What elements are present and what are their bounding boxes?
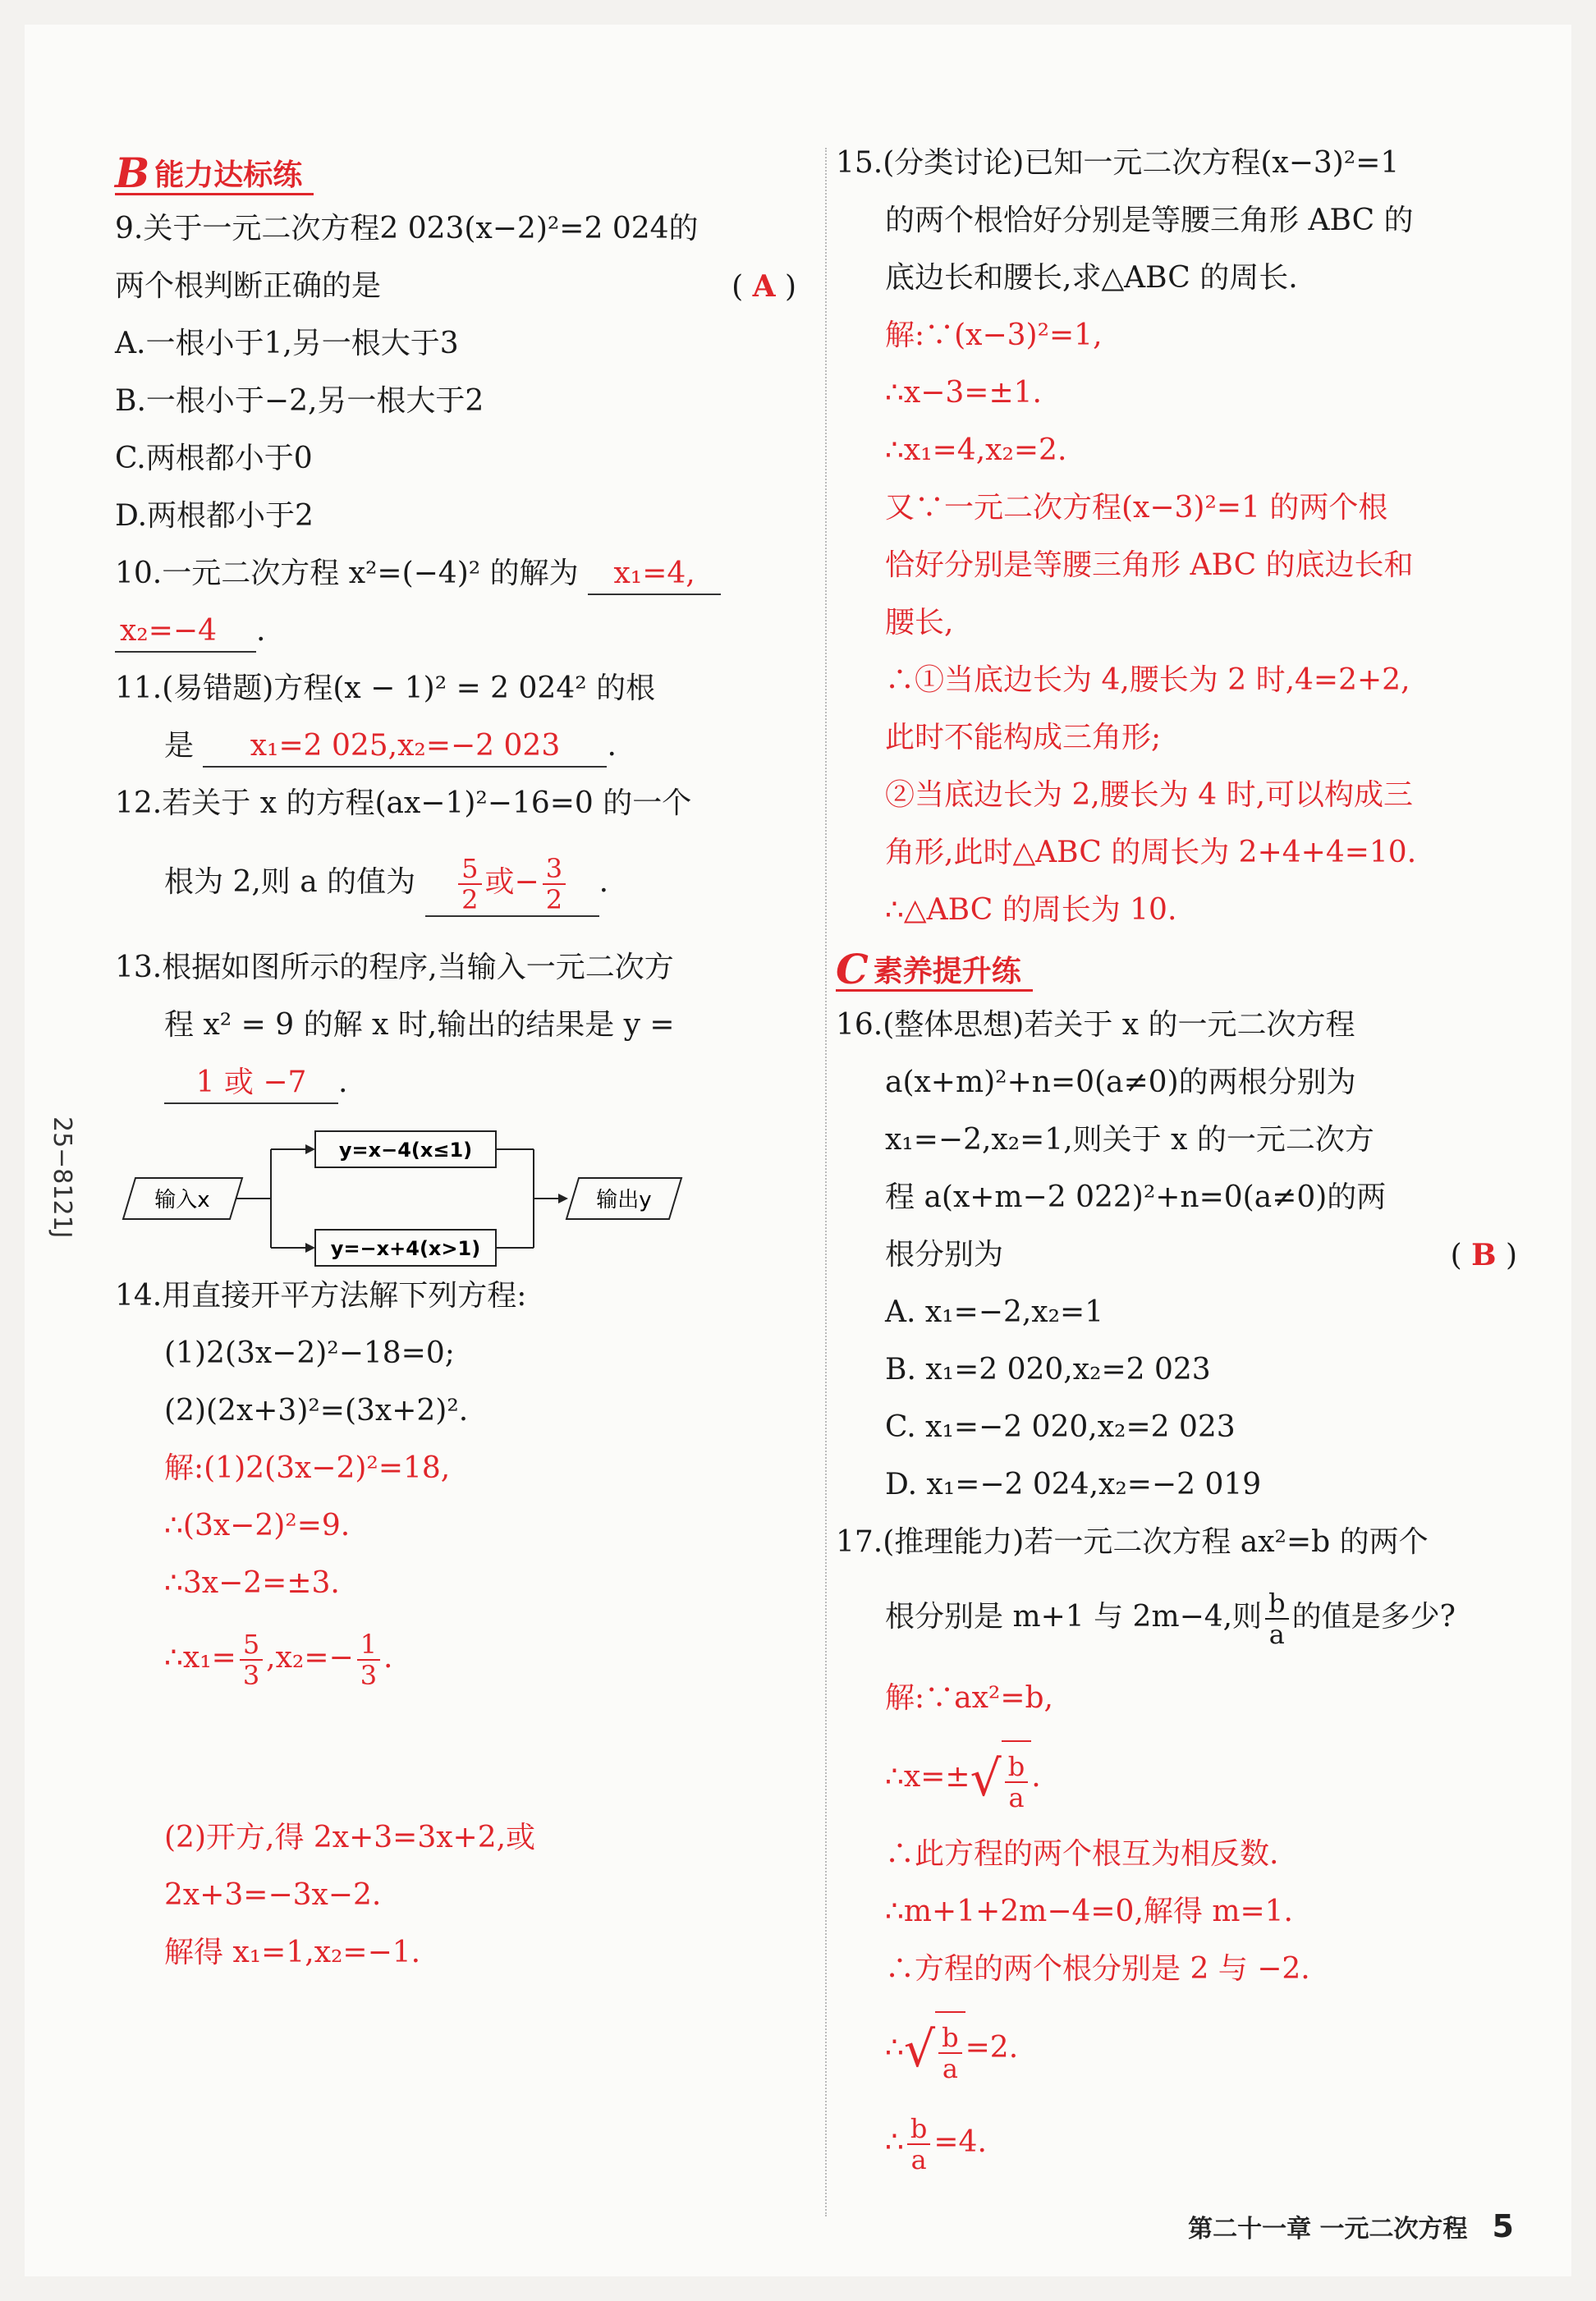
q15-sol3 [836, 431, 1066, 470]
q9-option-a: A.一根小于1,另一根大于3 [115, 327, 459, 360]
q11-answer: x₁=2 025,x₂=−2 023 [203, 727, 607, 768]
q15-sol4-text: 又∵一元二次方程(x−3)²=1 的两个根 [885, 491, 1388, 525]
footer-chapter: 第二十一章 一元二次方程 [1188, 2215, 1468, 2244]
q9-answer: A [752, 269, 776, 304]
q12-frac2 [543, 854, 566, 914]
q15-sol11-text: ∴△ABC 的周长为 10. [885, 893, 1177, 927]
q15-line3 [836, 259, 1298, 298]
q16-line2 [836, 1063, 1356, 1102]
q15-sol6 [836, 603, 953, 643]
q13-flowchart [115, 1116, 722, 1272]
q15-sol2 [836, 374, 1042, 413]
q10-line2 [115, 612, 265, 653]
q17-line2 [836, 1584, 1456, 1650]
section-c-title: 素养提升练 [873, 954, 1021, 988]
q12-line1: 12.若关于 x 的方程(ax−1)²−16=0 的一个 [115, 786, 692, 820]
flow-top: y=x−4(x≤1) [338, 1139, 473, 1162]
q16-option-d-text: D. x₁=−2 024,x₂=−2 019 [885, 1468, 1262, 1501]
q17-sol6-pre: ∴ [885, 2031, 904, 2065]
q11-end: . [607, 729, 617, 763]
q16-answer: B [1471, 1238, 1497, 1272]
q17-sol7-end: =4. [933, 2125, 987, 2159]
q14-sol4 [115, 1625, 393, 1691]
q13-line2 [115, 1006, 675, 1045]
q15-sol9-text: ②当底边长为 2,腰长为 4 时,可以构成三 [885, 778, 1414, 812]
section-b-title: 能力达标练 [154, 158, 303, 192]
q15-sol7-text: ∴①当底边长为 4,腰长为 2 时,4=2+2, [885, 663, 1410, 697]
q14-sol3-text: ∴3x−2=±3. [164, 1566, 340, 1600]
page-number: 5 [1492, 2208, 1514, 2244]
q14-frac1-num: 5 [240, 1629, 263, 1661]
q15-sol11 [836, 891, 1176, 930]
q17-sqrt2-den: a [942, 2053, 958, 2084]
q9-line2 [115, 267, 796, 306]
q14-sol2-text: ∴(3x−2)²=9. [164, 1509, 351, 1542]
q16-l2-text: a(x+m)²+n=0(a≠0)的两根分别为 [885, 1066, 1356, 1099]
q15-sol7 [836, 661, 1410, 700]
q14-eq1: (1)2(3x−2)²−18=0; [164, 1336, 455, 1370]
q14-sol1 [115, 1449, 450, 1488]
q17-sqrt1-num: b [1005, 1752, 1028, 1783]
section-b-letter: B [115, 148, 150, 197]
q15-sol5-text: 恰好分别是等腰三角形 ABC 的底边长和 [885, 548, 1414, 582]
q17-sqrt1-sign: √ [970, 1750, 1002, 1808]
page [25, 25, 1571, 2276]
q15-sol3-text: ∴x₁=4,x₂=2. [885, 433, 1067, 467]
flow-bottom: y=−x+4(x>1) [330, 1237, 481, 1260]
q15-l2-text: 的两个根恰好分别是等腰三角形 ABC 的 [885, 204, 1414, 237]
q14-sol4-mid: ,x₂=− [266, 1641, 354, 1675]
q12-frac2-num: 3 [543, 854, 566, 885]
q16-option-c-text: C. x₁=−2 020,x₂=2 023 [885, 1410, 1236, 1444]
q17-line1: 17.(推理能力)若一元二次方程 ax²=b 的两个 [836, 1525, 1429, 1559]
q16-line4 [836, 1178, 1386, 1217]
q14-sol2 [115, 1506, 350, 1546]
page-footer [1188, 2208, 1514, 2244]
q14-line3 [115, 1391, 468, 1431]
q15-sol10-text: 角形,此时△ABC 的周长为 2+4+4=10. [885, 836, 1417, 869]
q16-option-c [836, 1408, 1236, 1447]
q14-line2 [115, 1334, 455, 1373]
q10-stem: 10.一元二次方程 x²=(−4)² 的解为 [115, 557, 579, 590]
q16-answer-bracket: ( B ) [1450, 1238, 1517, 1272]
q15-sol8 [836, 718, 1161, 758]
q14-frac1-den: 3 [242, 1660, 260, 1691]
q14-sol7-text: 解得 x₁=1,x₂=−1. [164, 1936, 421, 1969]
q17-sol3 [836, 1835, 1278, 1874]
q17-sqrt1-frac [1005, 1752, 1028, 1813]
flow-input: 输入x [154, 1188, 210, 1212]
q15-sol10 [836, 833, 1416, 873]
q17-sol2-pre: ∴x=± [885, 1760, 970, 1794]
q16-line3 [836, 1121, 1374, 1160]
q13-line3 [115, 1063, 347, 1104]
q17-sqrt2-sign: √ [903, 2021, 936, 2079]
q11-line2 [115, 727, 617, 768]
q14-sol6-text: 2x+3=−3x−2. [164, 1878, 382, 1912]
q12-mid: 或− [484, 865, 539, 899]
q17-sol5 [836, 1950, 1310, 1989]
q14-frac2 [357, 1629, 380, 1690]
q17-sol1-text: 解:∵ax²=b, [885, 1681, 1053, 1715]
q14-sol5 [115, 1818, 535, 1858]
q12-frac1 [458, 854, 481, 914]
q16-line5 [836, 1235, 1517, 1275]
q9-option-c: C.两根都小于0 [115, 442, 313, 475]
q10-line1 [115, 554, 721, 595]
q11-line1: 11.(易错题)方程(x − 1)² = 2 024² 的根 [115, 672, 656, 705]
q14-sol1-text: 解:(1)2(3x−2)²=18, [164, 1451, 451, 1485]
q17-l2-end: 的值是多少? [1291, 1600, 1456, 1634]
q16-l4-text: 程 a(x+m−2 022)²+n=0(a≠0)的两 [885, 1180, 1387, 1214]
q17-l2-pre: 根分别是 m+1 与 2m−4,则 [885, 1600, 1263, 1634]
q15-sol8-text: 此时不能构成三角形; [885, 721, 1162, 754]
q14-eq2: (2)(2x+3)²=(3x+2)². [164, 1394, 469, 1428]
q10-answer-1: x₁=4, [588, 554, 721, 595]
q13-line1: 13.根据如图所示的程序,当输入一元二次方 [115, 951, 674, 984]
column-divider [825, 148, 827, 2216]
q17-sol4 [836, 1892, 1293, 1932]
q17-sol1 [836, 1679, 1053, 1718]
q14-frac1 [240, 1629, 263, 1690]
q12-answer [425, 850, 599, 917]
q15-line2 [836, 201, 1414, 241]
q9-option-b: B.一根小于−2,另一根大于2 [115, 384, 484, 418]
q9-stem: 两个根判断正确的是 [115, 269, 382, 303]
q15-sol2-text: ∴x−3=±1. [885, 376, 1042, 410]
q12-frac1-den: 2 [461, 884, 479, 915]
q16-option-b [836, 1350, 1211, 1390]
q14-line1: 14.用直接开平方法解下列方程: [115, 1279, 527, 1313]
q12-frac1-num: 5 [458, 854, 481, 885]
q17-sol2 [836, 1740, 1041, 1817]
q16-l5-text: 根分别为 [885, 1238, 1004, 1272]
q17-sol7-pre: ∴ [885, 2125, 904, 2159]
q17-sol7-den: a [910, 2144, 927, 2175]
q12-frac2-den: 2 [545, 884, 563, 915]
q17-sqrt1-den: a [1008, 1782, 1025, 1813]
side-code: 25−8121J [48, 1116, 76, 1239]
q16-option-a-text: A. x₁=−2,x₂=1 [885, 1295, 1104, 1329]
q17-sqrt2-frac [938, 2023, 961, 2083]
q17-frac-den: a [1268, 1619, 1285, 1650]
q17-frac-num: b [1265, 1588, 1288, 1620]
q15-line1: 15.(分类讨论)已知一元二次方程(x−3)²=1 [836, 146, 1400, 180]
q14-sol5-text: (2)开方,得 2x+3=3x+2,或 [164, 1821, 536, 1854]
q17-sol6 [836, 2011, 1018, 2088]
q17-sqrt1 [970, 1740, 1032, 1817]
q17-sqrt2 [904, 2011, 965, 2088]
q16-line1: 16.(整体思想)若关于 x 的一元二次方程 [836, 1008, 1355, 1042]
q17-sqrt2-num: b [938, 2023, 961, 2054]
q17-sqrt1-under [1002, 1740, 1031, 1817]
q17-sol3-text: ∴此方程的两个根互为相反数. [885, 1837, 1279, 1871]
q17-sol7 [836, 2110, 987, 2175]
section-c-header [836, 944, 1033, 993]
q14-sol4-pre: ∴x₁= [164, 1641, 236, 1675]
q9-option-d: D.两根都小于2 [115, 499, 314, 533]
q13-answer: 1 或 −7 [164, 1063, 338, 1104]
q14-sol7 [115, 1933, 420, 1973]
q15-sol6-text: 腰长, [885, 606, 954, 639]
q13-end: . [338, 1066, 348, 1099]
q14-sol6 [115, 1876, 381, 1915]
q17-frac [1265, 1588, 1288, 1649]
q15-sol1 [836, 316, 1103, 355]
q15-sol4 [836, 488, 1387, 528]
q16-option-d [836, 1465, 1261, 1505]
q14-sol3 [115, 1564, 340, 1603]
section-b-header [115, 148, 314, 197]
q12-end: . [598, 865, 609, 899]
q15-l3-text: 底边长和腰长,求△ABC 的周长. [885, 261, 1298, 295]
q11-pre: 是 [164, 729, 195, 763]
q14-frac2-den: 3 [360, 1660, 378, 1691]
q15-sol1-text: 解:∵(x−3)²=1, [885, 319, 1103, 352]
q16-option-b-text: B. x₁=2 020,x₂=2 023 [885, 1353, 1211, 1387]
q10-answer-2: x₂=−4 [115, 612, 256, 653]
q17-sqrt2-under [935, 2011, 965, 2088]
q17-sol2-end: . [1031, 1760, 1041, 1794]
q9-line1: 9.关于一元二次方程2 023(x−2)²=2 024的 [115, 212, 699, 245]
q12-line2 [115, 850, 608, 917]
q17-sol7-num: b [907, 2114, 930, 2145]
q17-sol7-frac [907, 2114, 930, 2175]
q16-option-a [836, 1293, 1103, 1332]
q17-sol5-text: ∴方程的两个根分别是 2 与 −2. [885, 1952, 1310, 1986]
flow-output: 输出y [596, 1188, 652, 1212]
q17-sol6-end: =2. [965, 2031, 1019, 2065]
q13-stem: 程 x² = 9 的解 x 时,输出的结果是 y = [164, 1008, 675, 1042]
q12-pre: 根为 2,则 a 的值为 [164, 865, 416, 899]
q10-end: . [256, 614, 266, 648]
q14-frac2-num: 1 [357, 1629, 380, 1661]
q17-sol4-text: ∴m+1+2m−4=0,解得 m=1. [885, 1895, 1293, 1928]
section-c-letter: C [836, 944, 869, 993]
q15-sol9 [836, 776, 1413, 815]
q14-sol4-end: . [383, 1641, 393, 1675]
q16-l3-text: x₁=−2,x₂=1,则关于 x 的一元二次方 [885, 1123, 1374, 1157]
q15-sol5 [836, 546, 1414, 585]
q9-answer-bracket: ( A ) [732, 269, 796, 304]
